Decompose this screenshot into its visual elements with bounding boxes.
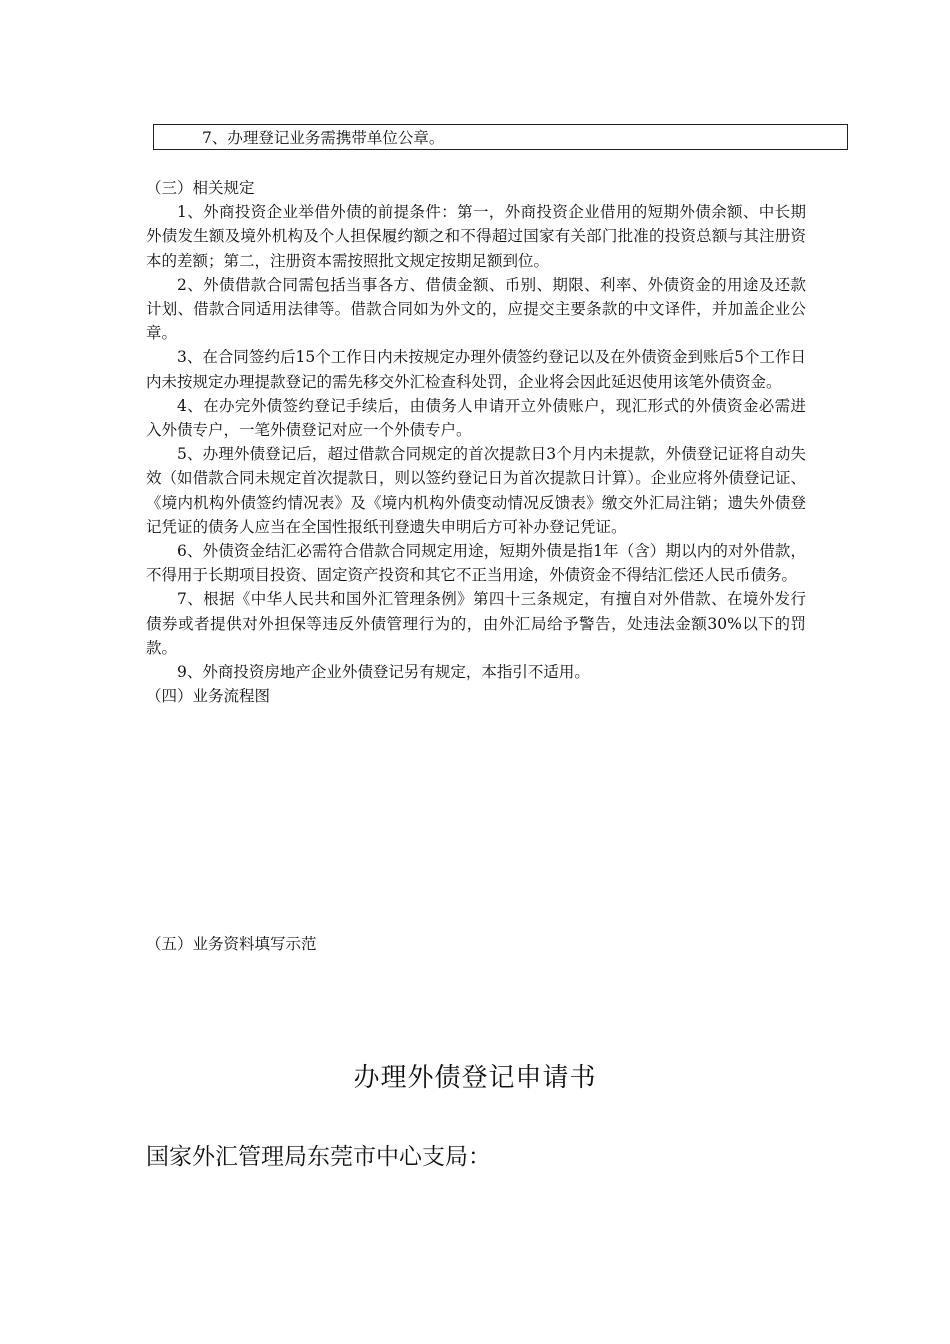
section-3-heading: （三）相关规定 — [146, 179, 255, 197]
regulation-paragraph: 1、外商投资企业举借外债的前提条件：第一，外商投资企业借用的短期外债余额、中长期外债发生额及境外机构及个人担保履约额之和不得超过国家有关部门批准的投资总额与其注册资本的差额；第二，注册资本需按照批文规定按期足额到位。 — [146, 203, 806, 270]
section-5-heading: （五）业务资料填写示范 — [146, 935, 317, 953]
application-form-title: 办理外债登记申请书 — [353, 1063, 597, 1093]
regulation-paragraph: 2、外债借款合同需包括当事各方、借债金额、币别、期限、利率、外债资金的用途及还款计划、借款合同适用法律等。借款合同如为外文的，应提交主要条款的中文译件，并加盖企业公章。 — [146, 275, 806, 343]
regulation-paragraph: 5、办理外债登记后，超过借款合同规定的首次提款日3个月内未提款，外债登记证将自动失效（如借款合同未规定首次提款日，则以签约登记日为首次提款日计算）。企业应将外债登记证、《境内机构外债签约情况表》及《境内机构外债变动情况反馈表》缴交外汇局注销；遗失外债登记凭证的债务人应当在全国性报纸刊登遗失申明后方可补办登记凭证。 — [146, 445, 806, 536]
regulations-section — [146, 176, 806, 708]
section-4-heading: （四）业务流程图 — [146, 687, 271, 706]
regulation-paragraph: 4、在办完外债签约登记手续后，由债务人申请开立外债账户，现汇形式的外债资金必需进入外债专户，一笔外债登记对应一个外债专户。 — [146, 396, 806, 440]
form-addressee: 国家外汇管理局东莞市中心支局： — [146, 1144, 491, 1170]
regulation-paragraph: 3、在合同签约后15个工作日内未按规定办理外债签约登记以及在外债资金到账后5个工作日内未按规定办理提款登记的需先移交外汇检查科处罚，企业将会因此延迟使用该笔外债资金。 — [146, 348, 806, 391]
regulation-paragraph: 6、外债资金结汇必需符合借款合同规定用途，短期外债是指1年（含）期以内的对外借款，不得用于长期项目投资、固定资产投资和其它不正当用途，外债资金不得结汇偿还人民币债务。 — [146, 542, 806, 585]
regulation-paragraph: 9、外商投资房地产企业外债登记另有规定，本指引不适用。 — [177, 663, 590, 682]
table-cell-item-7 — [153, 124, 848, 150]
item-7-text: 7、办理登记业务需携带单位公章。 — [202, 129, 445, 147]
regulation-paragraph: 7、根据《中华人民共和国外汇管理条例》第四十三条规定，有擅自对外借款、在境外发行债券或者提供对外担保等违反外债管理行为的，由外汇局给予警告，处违法金额30%以下的罚款。 — [146, 590, 806, 657]
